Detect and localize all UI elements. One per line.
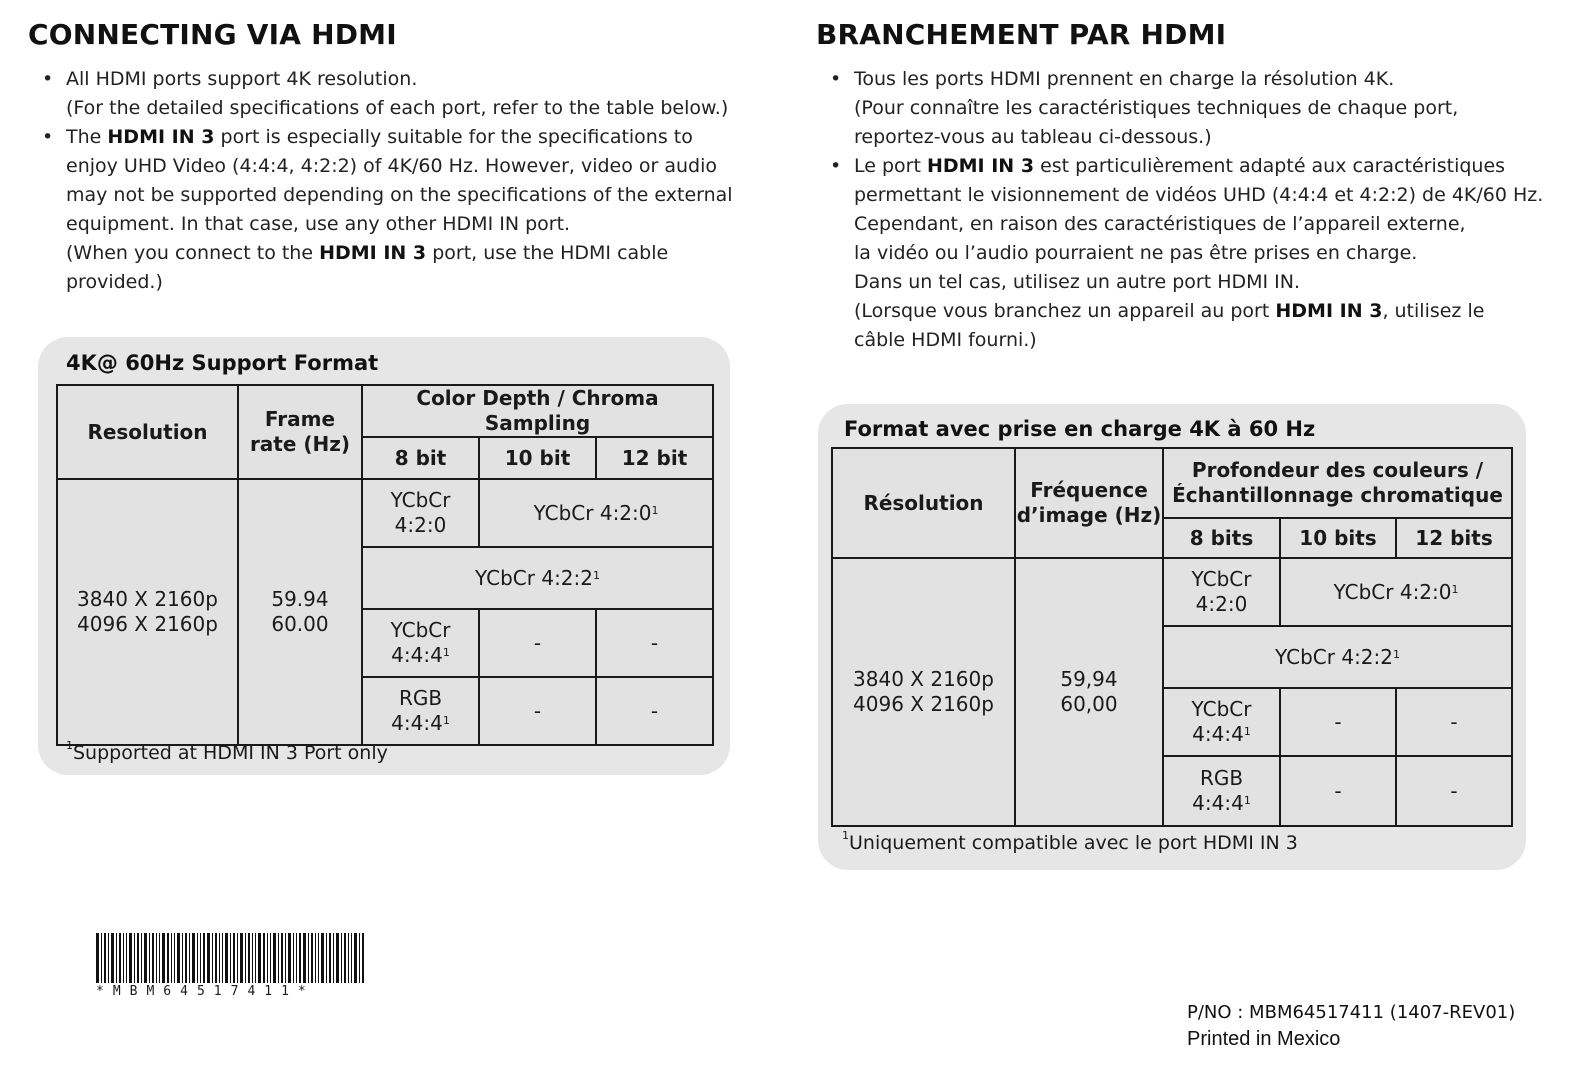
english-title: CONNECTING VIA HDMI xyxy=(28,18,397,51)
cell-8bit-row4: RGB $4:4:4^1$ xyxy=(1163,756,1280,826)
bullet-icon: • xyxy=(830,68,842,90)
french-table-title: Format avec prise en charge 4K à 60 Hz xyxy=(844,417,1316,441)
bullet-icon: • xyxy=(830,155,842,177)
header-frame-rate: Frame rate (Hz) xyxy=(238,385,362,479)
cell-all-row2: YCbCr $4:2:2^1$ xyxy=(362,547,713,609)
cell-10-12bit-row1: YCbCr $4:2:0^1$ xyxy=(479,479,713,547)
cell-10bit-row3: - xyxy=(479,609,596,677)
cell-8bit-row1: YCbCr 4:2:0 xyxy=(1163,558,1280,626)
cell-10bit-row4: - xyxy=(479,677,596,745)
french-section xyxy=(816,0,1556,355)
cell-8bit-row4: RGB $4:4:4^1$ xyxy=(362,677,479,745)
french-footnote: $^1$Uniquement compatible avec le port HDMI IN 3 xyxy=(842,829,1298,854)
header-10bit: 10 bit xyxy=(479,437,596,479)
header-color-depth: Profondeur des couleurs / Échantillonnage chromatique xyxy=(1163,448,1512,518)
english-bullet-2: • The HDMI IN 3 port is especially suitable for the specifications to enjoy UHD Video (4:4:4, 4:2:2) of 4K/60 Hz. However, video or audio may not be supported depending on the specifications of the external equipment. In that case, use any other HDMI IN port. (When you connect to the HDMI IN 3 port, use the HDMI cable provided.) xyxy=(28,123,768,297)
barcode-icon xyxy=(96,933,364,983)
bullet-icon: • xyxy=(42,68,54,90)
printed-in: Printed in Mexico xyxy=(1187,1028,1341,1050)
header-8bit: 8 bits xyxy=(1163,518,1280,558)
header-12bit: 12 bit xyxy=(596,437,713,479)
english-bullet-1: • All HDMI ports support 4K resolution. (For the detailed specifications of each port, refer to the table below.) xyxy=(28,65,768,123)
cell-12bit-row3: - xyxy=(1396,688,1512,756)
french-support-table xyxy=(831,447,1513,827)
english-table-title: 4K@ 60Hz Support Format xyxy=(66,351,379,375)
french-title: BRANCHEMENT PAR HDMI xyxy=(816,18,1227,51)
french-bullet-2: • Le port HDMI IN 3 est particulièrement adapté aux caractéristiques permettant le visionnement de vidéos UHD (4:4:4 et 4:2:2) de 4K/60 Hz. Cependant, en raison des caractéristiques de l’appareil externe, la vidéo ou l’audio pourraient ne pas être prises en charge. Dans un tel cas, utilisez un autre port HDMI IN. (Lorsque vous branchez un appareil au port HDMI IN 3, utilisez le câble HDMI fourni.) xyxy=(816,152,1556,355)
english-section xyxy=(28,0,768,297)
header-resolution: Resolution xyxy=(57,385,238,479)
bullet-icon: • xyxy=(42,126,54,148)
header-8bit: 8 bit xyxy=(362,437,479,479)
french-bullet-1: • Tous les ports HDMI prennent en charge la résolution 4K. (Pour connaître les caractéristiques techniques de chaque port, reportez-vous au tableau ci-dessous.) xyxy=(816,65,1556,152)
resolution-cell: 3840 X 2160p 4096 X 2160p xyxy=(832,558,1015,826)
resolution-cell: 3840 X 2160p 4096 X 2160p xyxy=(57,479,238,745)
header-resolution: Résolution xyxy=(832,448,1015,558)
part-number: P/NO : MBM64517411 (1407-REV01) xyxy=(1187,1002,1516,1023)
cell-12bit-row3: - xyxy=(596,609,713,677)
cell-8bit-row3: YCbCr $4:4:4^1$ xyxy=(1163,688,1280,756)
cell-12bit-row4: - xyxy=(596,677,713,745)
header-color-depth: Color Depth / Chroma Sampling xyxy=(362,385,713,437)
cell-all-row2: YCbCr $4:2:2^1$ xyxy=(1163,626,1512,688)
cell-10bit-row4: - xyxy=(1280,756,1396,826)
header-10bit: 10 bits xyxy=(1280,518,1396,558)
english-support-table xyxy=(56,384,714,746)
english-bullet-list xyxy=(28,65,768,297)
frame-rate-cell: 59.94 60.00 xyxy=(238,479,362,745)
cell-12bit-row4: - xyxy=(1396,756,1512,826)
french-bullet-list xyxy=(816,65,1556,355)
barcode-number: *MBM64517411* xyxy=(96,984,315,999)
frame-rate-cell: 59,94 60,00 xyxy=(1015,558,1163,826)
cell-10bit-row3: - xyxy=(1280,688,1396,756)
english-footnote: $^1$Supported at HDMI IN 3 Port only xyxy=(66,739,388,764)
cell-8bit-row1: YCbCr 4:2:0 xyxy=(362,479,479,547)
cell-8bit-row3: YCbCr $4:4:4^1$ xyxy=(362,609,479,677)
header-frame-rate: Fréquence d’image (Hz) xyxy=(1015,448,1163,558)
cell-10-12bit-row1: YCbCr $4:2:0^1$ xyxy=(1280,558,1512,626)
header-12bit: 12 bits xyxy=(1396,518,1512,558)
